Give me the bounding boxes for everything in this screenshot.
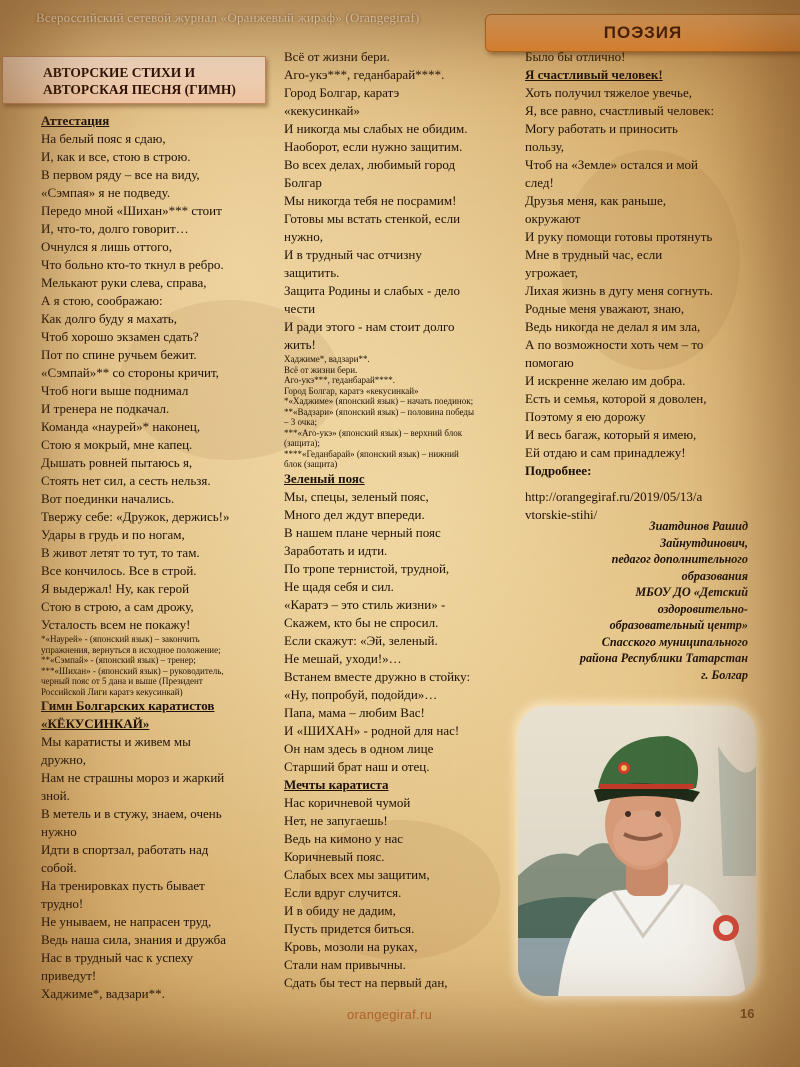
poem-line: И, что-то, долго говорит… [41,221,189,236]
poem-line: пользу, [525,139,565,154]
poem-line: Коричневый пояс. [284,848,385,864]
poem-line: Заработать и идти. [284,542,388,558]
article-title-line: АВТОРСКИЕ СТИХИ И [43,65,196,80]
poem-line: зной. [41,788,70,803]
poem-line: Он нам здесь в одном лице [284,740,434,756]
poem-line: Если вдруг случится. [284,884,402,900]
poem-line: Ведь наша сила, знания и дружба [41,932,226,947]
poem-column-3 [525,48,775,524]
journal-title: Всероссийский сетевой журнал «Оранжевый жираф» (Orangegiraf) [36,10,420,25]
spacer [525,480,775,488]
poem-line: Сдать бы тест на первый дан, [284,974,448,990]
poem-line: Кровь, мозоли на руках, [284,938,418,954]
poem-line: «кекусинкай» [284,103,360,118]
footer-site-link[interactable]: orangegiraf.ru [347,1007,433,1022]
poem-line: окружают [525,211,581,226]
page-number: 16 [740,1006,755,1021]
footnote-line: ***«Аго-укэ» (японский язык) – верхний блок [284,427,463,438]
section-tag: ПОЭЗИЯ [485,14,800,52]
poem-line: Друзья меня, как раньше, [525,193,667,208]
poem-line: Нас коричневой чумой [284,794,411,810]
poem-line: дружно, [41,752,86,767]
poem-line: Хаджиме*, вадзари**. [41,986,165,1001]
poem-line: Есть и семья, которой я доволен, [525,391,707,406]
author-line: педагог дополнительного [611,552,748,566]
poem-line: Мы каратисты и живем мы [41,734,191,749]
footnote-line: **«Сэмпай» - (японский язык) – тренер; [41,655,196,665]
footnote-line: черный пояс от 5 дана и выше (Президент [41,676,203,686]
poem-column-1 [41,112,273,1003]
footnote-line: (защита); [284,438,320,448]
poem-line: Город Болгар, каратэ [284,85,400,100]
poem-line: Мне в трудный час, если [525,247,663,262]
poem-line: И тренера не подкачал. [41,401,170,416]
poem-line: Я выдержал! Ну, как герой [41,581,190,596]
poem-line: Готовы мы встать стенкой, если [284,211,461,226]
poem-line: Усталость всем не покажу! [41,617,191,632]
footnote-line: упражнения, вернуться в исходное положение; [41,644,221,655]
poem-line: Чтоб ноги выше поднимал [41,383,189,398]
poem-line: жить! [284,337,316,352]
poem-line: Наоборот, если нужно защитим. [284,139,463,154]
poem-line: защитить. [284,265,340,280]
poem-line: В первом ряду – все на виду, [41,167,200,182]
author-line: оздоровительно- [657,601,748,616]
poem-line: Команда «наурей»* наконец, [41,419,201,434]
author-line: образовательный центр» [609,618,748,632]
footnote-line: Хаджиме*, вадзари**. [284,354,370,364]
footnote-line: Российской Лиги каратэ кекусинкай) [41,686,183,697]
poem-heading: Гимн Болгарских каратистов [41,698,215,713]
poem-line: Во всех делах, любимый город [284,157,456,172]
article-title-line: АВТОРСКАЯ ПЕСНЯ (ГИМН) [43,82,236,97]
poem-heading: «КЁКУСИНКАЙ» [41,716,150,731]
footnote-line: **«Вадзари» (японский язык) – половина победы [284,406,475,417]
poem-line: В нашем плане черный пояс [284,524,441,540]
footnote-line: Город Болгар, каратэ «кекусинкай» [284,385,419,396]
poem-line: Стою я мокрый, мне капец. [41,437,193,452]
source-url-link[interactable]: vtorskie-stihi/ [525,507,598,522]
poem-line: Болгар [284,175,322,190]
poem-line: Мелькают руки слева, справа, [41,275,207,290]
poem-line: В живот летят то тут, то там. [41,545,200,560]
footnote-line: Аго-укэ***, геданбарай****. [284,375,396,385]
poem-line: Стоять нет сил, а сесть нельзя. [41,473,211,488]
poem-line: И искренне желаю им добра. [525,373,686,388]
poem-line: нужно, [284,229,323,244]
poem-column-2 [284,48,520,992]
footnote-line: – 3 очка; [284,417,318,427]
poem-line: На белый пояс я сдаю, [41,131,166,146]
poem-line: Все кончилось. Все в строй. [41,563,197,578]
poem-line: Пусть придется биться. [284,920,415,936]
poem-line: Хоть получил тяжелое увечье, [525,85,692,100]
poem-line: Всё от жизни бери. [284,49,390,64]
poem-line: Удары в грудь и по ногам, [41,527,185,542]
poem-line: Ведь никогда не делал я им зла, [525,319,701,334]
poem-line: Пот по спине ручьем бежит. [41,347,197,362]
poem-heading: Зеленый пояс [284,470,365,486]
poem-line: На тренировках пусть бывает [41,878,205,893]
poem-line: нужно [41,824,77,839]
poem-line: Очнулся я лишь оттого, [41,239,172,254]
poem-line: Могу работать и приносить [525,121,678,136]
poem-line: Не щадя себя и сил. [284,578,394,594]
poem-line: Нам не страшны мороз и жаркий [41,770,225,785]
author-line: Зиатдинов Рашид [649,519,748,533]
poem-line: приведут! [41,968,97,983]
footnote-line: Всё от жизни бери. [284,364,358,375]
poem-line: По тропе тернистой, трудной, [284,560,450,576]
poem-line: И, как и все, стою в строю. [41,149,191,164]
poem-line: Встанем вместе дружно в стойку: [284,668,471,684]
poem-line: Мы никогда тебя не посрамим! [284,193,457,208]
poem-line: Защита Родины и слабых - дело [284,283,460,298]
poem-line: след! [525,175,554,190]
author-line: образования [681,568,748,583]
poem-line: собой. [41,860,77,875]
poem-line: Стою в строю, а сам дрожу, [41,599,194,614]
author-line: г. Болгар [701,667,748,682]
poem-line: Аго-укэ***, геданбарай****. [284,67,445,82]
footnote-line: блок (защита) [284,459,338,469]
poem-line: Много дел ждут впереди. [284,506,425,522]
poem-line: «Сэмпай»** со стороны кричит, [41,365,219,380]
poem-line: Слабых всех мы защитим, [284,866,430,882]
poem-heading: Аттестация [41,113,110,128]
poem-line: Ей отдаю и сам принадлежу! [525,445,686,460]
poem-line: Было бы отлично! [525,49,626,64]
poem-line: Поэтому я ею дорожу [525,409,646,424]
source-url-link[interactable]: http://orangegiraf.ru/2019/05/13/a [525,489,703,504]
poem-line: Идти в спортзал, работать над [41,842,209,857]
poem-line: Чтоб хорошо экзамен сдать? [41,329,199,344]
footnote-line: ****«Геданбарай» (японский язык) – нижний [284,448,459,459]
poem-line: И в трудный час отчизну [284,247,422,262]
poem-line: Что больно кто-то ткнул в ребро. [41,257,224,272]
author-line: МБОУ ДО «Детский [635,585,748,599]
poem-line: И никогда мы слабых не обидим. [284,121,468,136]
author-portrait [518,706,756,996]
poem-line: И «ШИХАН» - родной для нас! [284,722,460,738]
poem-line: чести [284,301,316,316]
poem-line: А по возможности хоть чем – то [525,337,704,352]
poem-line: Я, все равно, счастливый человек: [525,103,715,118]
poem-line: «Каратэ – это стиль жизни» - [284,596,446,612]
poem-line: Как долго буду я махать, [41,311,177,326]
poem-line: В метель и в стужу, знаем, очень [41,806,222,821]
poem-line: Лихая жизнь в дугу меня согнуть. [525,283,713,298]
author-line: района Республики Татарстан [579,651,748,665]
poem-line: Не унываем, не напрасен труд, [41,914,212,929]
poem-line: Нас в трудный час к успеху [41,950,194,965]
poem-line: Вот поединки начались. [41,491,175,506]
poem-line: Чтоб на «Земле» остался и мой [525,157,699,172]
poem-line: И руку помощи готовы протянуть [525,229,713,244]
more-label: Подробнее: [525,463,592,478]
poem-line: Мы, спецы, зеленый пояс, [284,488,429,504]
poem-line: Родные меня уважают, знаю, [525,301,685,316]
footnote-line: *«Хаджиме» (японский язык) – начать поединок; [284,396,474,406]
poem-line: Папа, мама – любим Вас! [284,704,425,720]
poem-line: «Ну, попробуй, подойди»… [284,686,438,702]
poem-line: Не мешай, уходи!»… [284,650,402,666]
poem-line: Скажем, кто бы не спросил. [284,614,439,630]
poem-line: И ради этого - нам стоит долго [284,319,455,334]
author-line: Зайнутдинович, [660,535,748,550]
poem-line: Нет, не запугаешь! [284,812,388,828]
poem-line: угрожает, [525,265,578,280]
poem-line: А я стою, соображаю: [41,293,163,308]
poem-line: Дышать ровней пытаюсь я, [41,455,193,470]
poem-heading: Мечты каратиста [284,776,389,792]
poem-line: Передо мной «Шихан»*** стоит [41,203,222,218]
poem-line: И весь багаж, который я имею, [525,427,697,442]
footnote-line: *«Наурей» - (японский язык) – закончить [41,634,200,644]
poem-heading: Я счастливый человек! [525,67,663,82]
poem-line: Стали нам привычны. [284,956,406,972]
poem-line: Твержу себе: «Дружок, держись!» [41,509,230,524]
article-title [2,56,266,104]
poem-line: помогаю [525,355,574,370]
poem-line: Если скажут: «Эй, зеленый. [284,632,438,648]
portrait-painting [518,706,756,996]
author-signature [540,518,748,683]
poem-line: Ведь на кимоно у нас [284,830,403,846]
footnote-line: ***«Шихан» - (японский язык) – руководитель, [41,665,224,676]
author-line: Спасского муниципального [601,634,748,649]
poem-line: трудно! [41,896,84,911]
poem-line: И в обиду не дадим, [284,902,396,918]
poem-line: Старший брат наш и отец. [284,758,430,774]
poem-line: «Сэмпая» я не подведу. [41,185,171,200]
